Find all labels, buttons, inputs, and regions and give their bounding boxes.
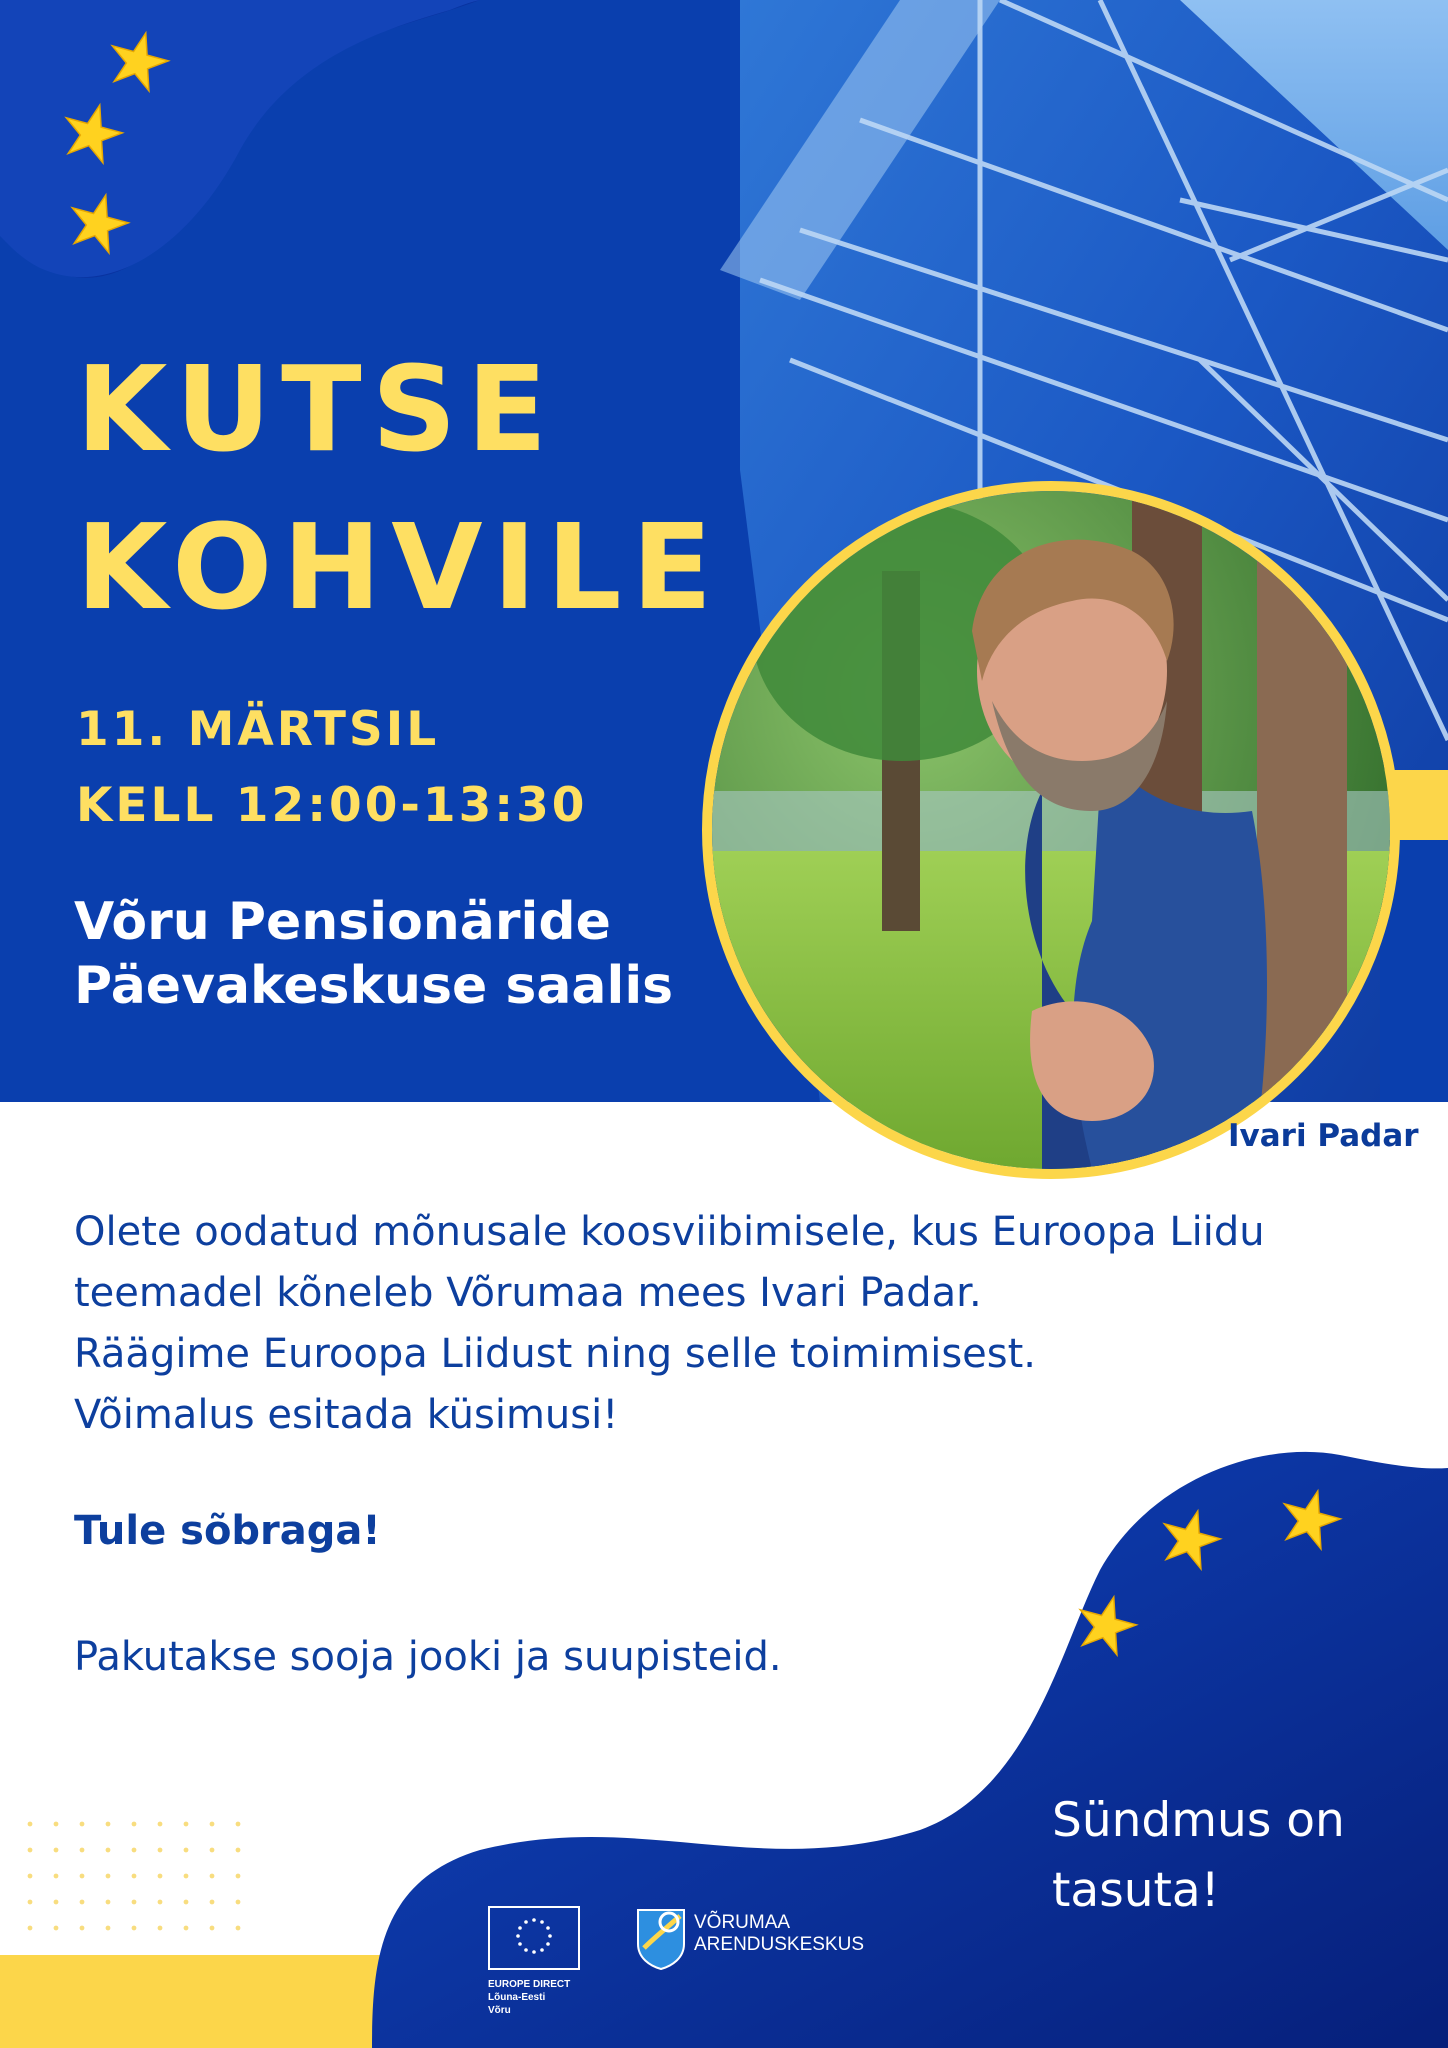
description-line: Olete oodatud mõnusale koosviibimisele, kus Euroopa Liidu <box>74 1209 1265 1255</box>
description-line: Räägime Euroopa Liidust ning selle toimimisest. <box>74 1331 1037 1377</box>
title-line-2: KOHVILE <box>76 498 723 636</box>
title-line-1: KUTSE <box>76 340 558 478</box>
call-to-action: Tule sõbraga! <box>74 1508 381 1554</box>
event-time: KELL 12:00-13:30 <box>76 778 588 833</box>
description-line: Võimalus esitada küsimusi! <box>74 1392 619 1438</box>
free-line-1: Sündmus on <box>1052 1793 1345 1848</box>
europe-direct-city: Võru <box>488 2005 511 2016</box>
dot-pattern <box>8 1810 258 1940</box>
free-line-2: tasuta! <box>1052 1863 1220 1918</box>
event-date: 11. MÄRTSIL <box>76 702 440 757</box>
description-line: teemadel kõneleb Võrumaa mees Ivari Padar. <box>74 1270 982 1316</box>
europe-direct-name: EUROPE DIRECT <box>488 1979 571 1990</box>
europe-direct-region: Lõuna-Eesti <box>488 1992 546 2003</box>
speaker-caption: Ivari Padar <box>1228 1118 1419 1154</box>
refreshments-note: Pakutakse sooja jooki ja suupisteid. <box>74 1634 782 1680</box>
venue-line-1: Võru Pensionäride <box>74 892 611 952</box>
eu-flag-icon <box>488 1906 580 1970</box>
speaker-photo <box>702 481 1400 1179</box>
speaker-portrait-illustration <box>712 491 1390 1169</box>
venue-line-2: Päevakeskuse saalis <box>74 956 674 1016</box>
vorumaa-shield-icon <box>636 1908 686 1970</box>
invitation-title <box>76 330 722 646</box>
event-datetime <box>76 692 588 844</box>
vorumaa-logo <box>694 1912 864 1956</box>
yellow-band <box>0 1955 400 2048</box>
event-description <box>74 1202 1265 1446</box>
free-event-note <box>1052 1786 1345 1926</box>
event-venue <box>74 890 673 1018</box>
vorumaa-line-1: VÕRUMAA <box>694 1912 791 1933</box>
europe-direct-logo <box>488 1978 570 2017</box>
vorumaa-line-2: ARENDUSKESKUS <box>694 1934 864 1955</box>
